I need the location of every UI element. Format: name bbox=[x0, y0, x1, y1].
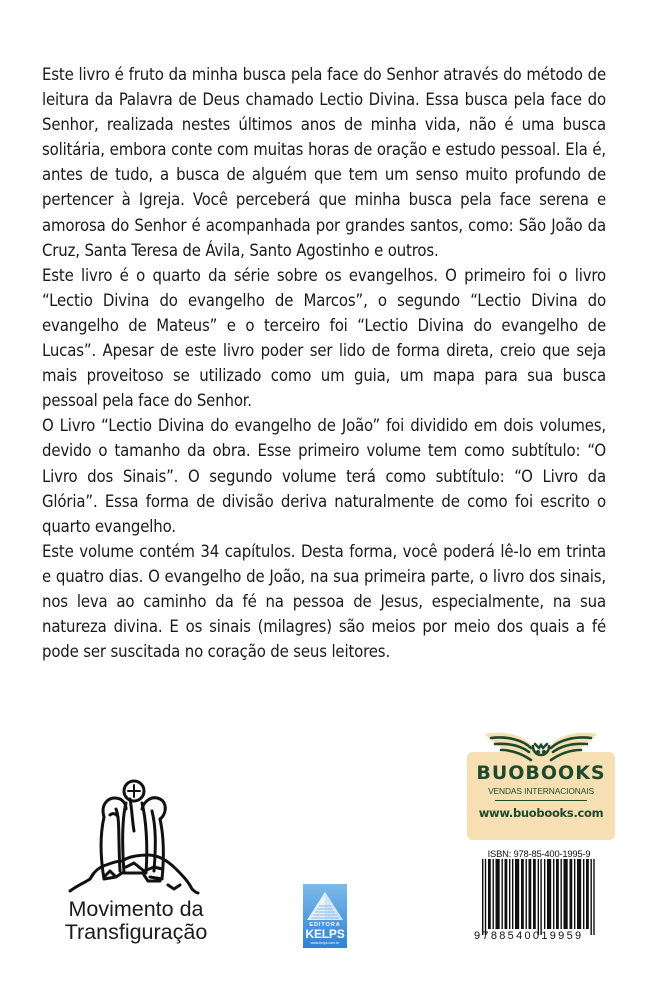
isbn-barcode bbox=[474, 848, 604, 944]
back-cover-text bbox=[42, 62, 606, 664]
paragraph-1: Este livro é fruto da minha busca pela face do Senhor através do método de leitura da Palavra de Deus chamado Lectio Divina. Essa busca pela face do Senhor, realizada nestes últimos anos de minha vida, não é uma busca solitária, embora conte com muitas horas de oração e estudo pessoal. Ela é, antes de tudo, a busca de alguém que tem um senso muito profundo de pertencer à Igreja. Você perceberá que minha busca pela face serena e amorosa do Senhor é acompanhada por grandes santos, como: São João da Cruz, Santa Teresa de Ávila, Santo Agostinho e outros. bbox=[42, 65, 606, 260]
distributor-subtitle: VENDAS INTERNACIONAIS bbox=[488, 786, 594, 796]
paragraph-4: Este volume contém 34 capítulos. Desta forma, você poderá lê-lo em trinta e quatro dias. O evangelho de João, na sua primeira parte, o livro dos sinais, nos leva ao caminho da fé na pessoa de Jesus, especialmente, na sua natureza divina. E os sinais (milagres) são meios por meio dos quais a fé pode ser suscitada no coração de seus leitores. bbox=[42, 541, 606, 662]
editora-kelps-logo bbox=[303, 884, 347, 948]
barcode-bars-icon bbox=[482, 859, 596, 935]
publisher-label: EDITORA bbox=[309, 922, 341, 928]
movement-name-line1: Movimento da bbox=[68, 897, 204, 921]
ean-digits: 9788540019959 bbox=[474, 930, 584, 942]
paragraph-2: Este livro é o quarto da série sobre os evangelhos. O primeiro foi o livro “Lectio Divina do evangelho de Marcos”, o segundo “Lectio Divina do evangelho de Mateus” e o terceiro foi “Lectio Divina do evangelho de Lucas”. Apesar de este livro poder ser lido de forma direta, creio que seja mais proveitoso se utilizado como um guia, um mapa para sua busca pessoal pela face do Senhor. bbox=[42, 265, 606, 411]
buobooks-logo bbox=[467, 728, 615, 840]
movimento-transfiguracao-logo bbox=[56, 770, 216, 950]
pyramid-icon bbox=[303, 886, 347, 922]
publisher-url: www.kelps.com.br bbox=[310, 941, 340, 945]
distributor-name: BUOBOOKS bbox=[476, 762, 606, 784]
isbn-label: ISBN: 978-85-400-1995-9 bbox=[487, 848, 591, 859]
distributor-url: www.buobooks.com bbox=[478, 806, 604, 820]
paragraph-3: O Livro “Lectio Divina do evangelho de João” foi dividido em dois volumes, devido o tamanho da obra. Esse primeiro volume tem como subtítulo: “O Livro dos Sinais”. O segundo volume terá como subtítulo: “O Livro da Glória”. Essa forma de divisão deriva naturalmente de como foi escrito o quarto evangelho. bbox=[42, 416, 606, 536]
publisher-name: KELPS bbox=[305, 927, 345, 941]
movement-name-line2: Transfiguração bbox=[64, 920, 208, 944]
transfiguration-figures-on-mountain-icon bbox=[64, 775, 204, 897]
distributor-divider bbox=[495, 800, 587, 801]
